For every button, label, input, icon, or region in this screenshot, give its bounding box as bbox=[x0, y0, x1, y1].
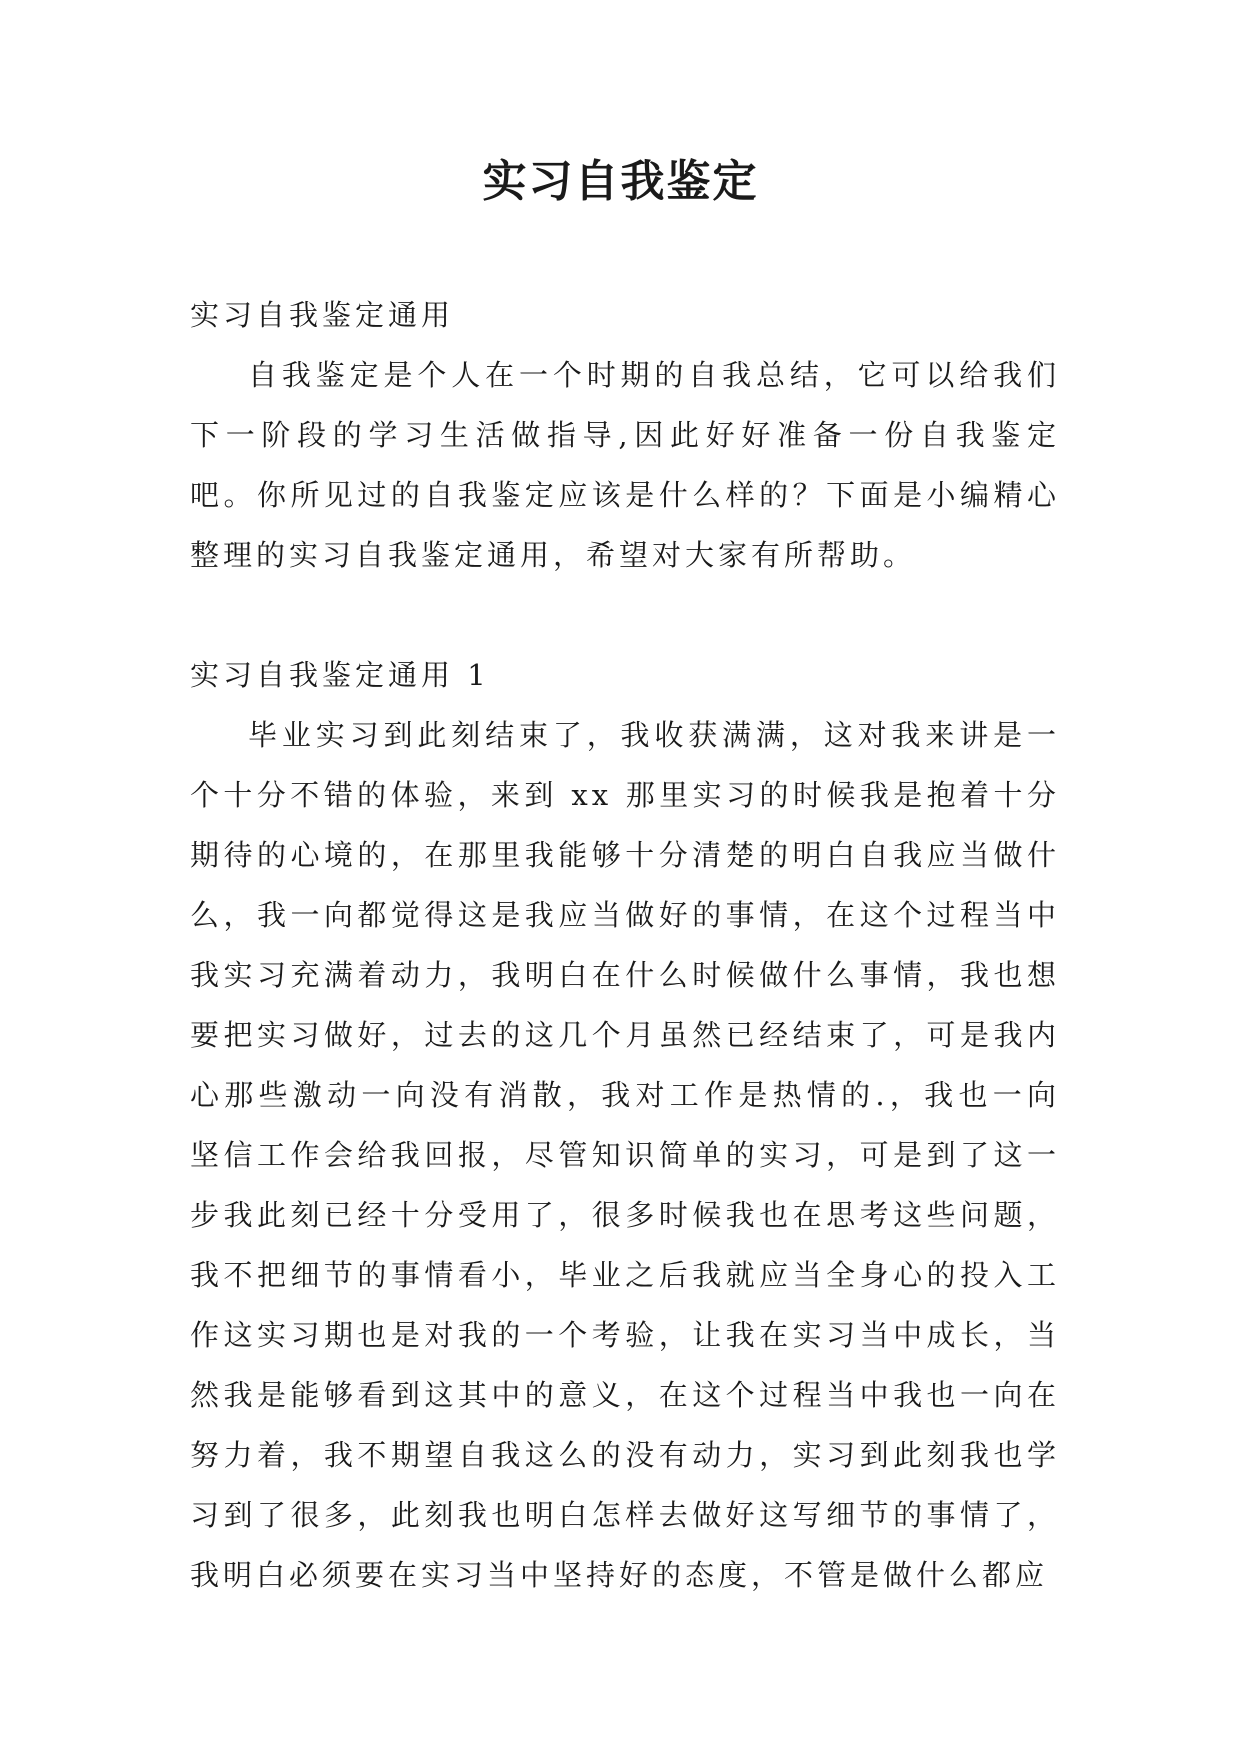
paragraph-spacer bbox=[190, 585, 1060, 645]
document-title: 实习自我鉴定 bbox=[482, 156, 759, 207]
document-body bbox=[190, 285, 1060, 1605]
intro-paragraph: 自我鉴定是个人在一个时期的自我总结，它可以给我们下一阶段的学习生活做指导,因此好好准备一份自我鉴定吧。你所见过的自我鉴定应该是什么样的？下面是小编精心整理的实习自我鉴定通用，希望对大家有所帮助。 bbox=[190, 358, 1060, 572]
section-heading-general: 实习自我鉴定通用 bbox=[190, 298, 455, 332]
section-heading-1: 实习自我鉴定通用 1 bbox=[190, 658, 490, 692]
body-paragraph-1: 毕业实习到此刻结束了，我收获满满，这对我来讲是一个十分不错的体验，来到 xx 那里实习的时候我是抱着十分期待的心境的，在那里我能够十分清楚的明白自我应当做什么，我一向都觉得这是我应当做好的事情，在这个过程当中我实习充满着动力，我明白在什么时候做什么事情，我也想要把实习做好，过去的这几个月虽然已经结束了，可是我内心那些激动一向没有消散，我对工作是热情的.，我也一向坚信工作会给我回报，尽管知识简单的实习，可是到了这一步我此刻已经十分受用了，很多时候我也在思考这些问题，我不把细节的事情看小，毕业之后我就应当全身心的投入工作这实习期也是对我的一个考验，让我在实习当中成长，当然我是能够看到这其中的意义，在这个过程当中我也一向在努力着，我不期望自我这么的没有动力，实习到此刻我也学习到了很多，此刻我也明白怎样去做好这写细节的事情了，我明白必须要在实习当中坚持好的态度，不管是做什么都应 bbox=[190, 718, 1060, 1592]
